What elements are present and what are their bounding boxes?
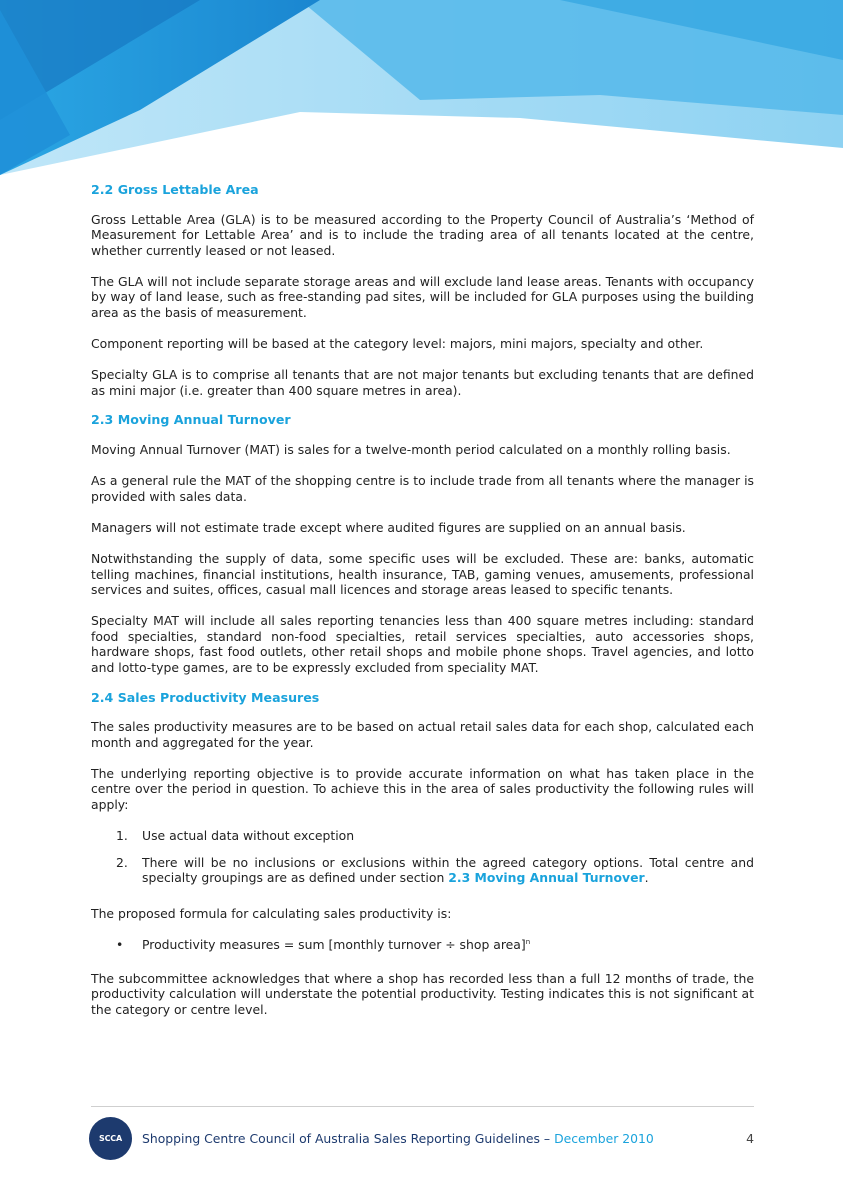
logo-text: SCCA <box>99 1134 122 1143</box>
footer-divider <box>91 1106 754 1107</box>
paragraph: The underlying reporting objective is to provide accurate information on what has taken place in the centre over the period in question. To achieve this in the area of sales productivity the following rules will apply: <box>91 765 754 813</box>
section-heading-gla: 2.2 Gross Lettable Area <box>91 182 259 197</box>
section-heading-spm: 2.4 Sales Productivity Measures <box>91 689 320 705</box>
paragraph: Gross Lettable Area (GLA) is to be measured according to the Property Council of Australia’s ‘Method of Measurement for Lettable Area’ and is to include the trading area of all tenants located at the centre, whether currently leased or not leased. <box>91 211 754 258</box>
header-banner <box>0 0 843 180</box>
footer-title <box>142 1131 654 1146</box>
paragraph: Managers will not estimate trade except where audited figures are supplied on an annual basis. <box>91 519 686 535</box>
paragraph: Moving Annual Turnover (MAT) is sales for a twelve-month period calculated on a monthly rolling basis. <box>91 442 731 458</box>
paragraph: The proposed formula for calculating sales productivity is: <box>91 905 452 921</box>
list-item-tail: . <box>644 870 649 886</box>
footer-date: December 2010 <box>554 1131 654 1146</box>
list-number: 1. <box>116 828 128 844</box>
paragraph: Specialty GLA is to comprise all tenants that are not major tenants but excluding tenants that are defined as mini major (i.e. greater than 400 square metres in area). <box>91 367 754 398</box>
paragraph: Specialty MAT will include all sales reporting tenancies less than 400 square metres including: standard food specialties, standard non-food specialties, retail services specialties, auto accessories shops, hardware shops, fast food outlets, other retail shops and mobile phone shops. Travel agencies, and lotto and lotto-type games, are to be expressly excluded from speciality MAT. <box>91 613 754 675</box>
list-item <box>91 828 754 844</box>
paragraph: The subcommittee acknowledges that where a shop has recorded less than a full 12 months of trade, the productivity calculation will understate the potential productivity. Testing indicates this is not significant at the category or centre level. <box>91 970 754 1017</box>
page-number: 4 <box>746 1131 754 1146</box>
list-number: 2. <box>116 854 128 870</box>
section-reference-link[interactable]: 2.3 Moving Annual Turnover <box>448 870 645 886</box>
list-item <box>91 937 754 953</box>
section-heading-mat: 2.3 Moving Annual Turnover <box>91 412 291 428</box>
paragraph: Notwithstanding the supply of data, some specific uses will be excluded. These are: banks, automatic telling machines, financial institutions, health insurance, TAB, gaming venues, amusements, professional services and suites, offices, casual mall licences and storage areas leased to specific tenants. <box>91 550 754 598</box>
formula-superscript: n <box>525 937 531 946</box>
formula-list <box>91 937 754 953</box>
list-item-text: Use actual data without exception <box>142 828 355 844</box>
paragraph: The GLA will not include separate storage areas and will exclude land lease areas. Tenants with occupancy by way of land lease, such as free-standing pad sites, will be included for GLA purposes using the building area as the basis of measurement. <box>91 273 754 321</box>
formula-text: Productivity measures = sum [monthly turnover ÷ shop area] <box>142 937 526 952</box>
paragraph: As a general rule the MAT of the shopping centre is to include trade from all tenants where the manager is provided with sales data. <box>91 473 754 504</box>
paragraph: Component reporting will be based at the category level: majors, mini majors, specialty and other. <box>91 336 704 352</box>
footer-title-text: Shopping Centre Council of Australia Sales Reporting Guidelines – <box>142 1131 555 1146</box>
list-item-text: There will be no inclusions or exclusions within the agreed category options. Total centre and specialty groupings are as defined under section <box>142 854 754 886</box>
rules-list <box>91 828 754 886</box>
bullet-icon: • <box>116 937 124 952</box>
paragraph: The sales productivity measures are to be based on actual retail sales data for each shop, calculated each month and aggregated for the year. <box>91 719 754 750</box>
document-body <box>91 180 754 1033</box>
list-item <box>91 855 754 886</box>
scca-logo <box>89 1117 132 1160</box>
